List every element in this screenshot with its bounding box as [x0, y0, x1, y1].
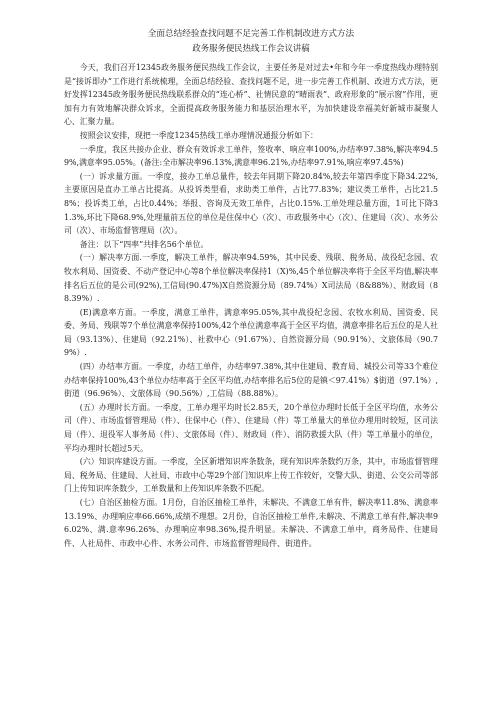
paragraph-volume: (一）诉求量方面。一季度，接办工单总量件，较去年同期下降20.84%,较去年第四季度下降34.22%,主要原因是直办工单占比提高。从投诉类型看，求助类工单件，占比77.83%；建议类工单件，占比21.58%；投诉类工单，占比0.44%；举报、咨询及无效工单件，占比0.15%.工单处理总量方面，1可比下降31.3%,环比下降68.9%,处理量前五位的单位是住保中心（次）、市政服务中心（次）、住建局（次）、水务公司（次）、市场监督管理局（次）。 — [64, 171, 438, 236]
paragraph-processing-time: (五）办理时长方面。一季度，工单办理平均时长2.85天，20个单位办理时长低于全区平均值，水务公司（件）、市场监督管理局（件）、住保中心（件）、住建局（件）等工单量大的单位办理用时较短，区司法局（件）、退役军人事务局（件）、文旅体局（件）、财政局（件）、消防救援大队（件）等工单量小的单位，平均办理时长超过5天。 — [64, 402, 438, 453]
document-subtitle: 政务服务便民热线工作会议讲稿 — [192, 43, 310, 53]
paragraph-completion-rate: (四）办结率方面。一季度，办结工单件，办结率97.38%,其中住建局、教育局、城投公司等33个难位办结率保持100%,43个单位办结率高于全区平均值,办结率排名后5位的是镇＜97.41%）$街道（97.1%）,街道（96.96%）、文旅体局（90.56%）,工信局（88.88%）。 — [64, 362, 438, 399]
paragraph-note: 备注：以下“四率”共排名56个单位。 — [79, 239, 209, 249]
paragraph-resolution-rate: (一）解决率方面.一季度，解决工单件，解决率94.59%，其中民委、残联、税务局、战役纪念园、农牧水利局、国资委、不动产登记中心等8个单位解决率保持1（X)%,45个单位解决率将于全区平均值,解决率排名后五位的是公司(92%),工信局(90.47%)X自然资源分局（89.74%）X司法局（8&88%）、财政局（88.39%）. — [64, 253, 438, 304]
paragraph-spot-check: (七）自治区抽检方面。1月份，自治区抽检工单件，未解决、不满意工单有件，解决率11.8%、满意率13.19%、办理响应率66.66%,成绩不理想。2月份，自治区抽检工单件,未解决、不满意工单有件,解决率96.02%、满.意率96.26%、办理响应率98.36%,提升明显。未解决、不满意工单中，商务局件、住建局件、人社局件、市政中心件、水务公司件、市场监督管理局件、街道件。 — [64, 498, 438, 548]
paragraph-knowledge-base: (六）知识库建设方面。一季度，全区新增知识库条数条，现有知识库条数约万条，其中，市场监督管理局、税务局、住建局、人社局、市政中心等29个部门知识库上传工作较好，交警大队、街道、公交公司等部门上传知识库条数少，工单数量和上传知识库条数不匹配。 — [64, 457, 438, 494]
document-title: 全面总结经验查找问题不足完善工作机制改进方式方法 — [147, 29, 355, 39]
paragraph-overview: 一季度，我区共接办企业、群众有效诉求工单件，签收率、响应率100%,办结率97.38%,解决率94.59%,满意率95.05%。(备注:全市解决率96.13%,满意率96.21%,办结率97.91%,响应率97.45%) — [64, 144, 438, 168]
paragraph-satisfaction-rate: (E)满意率方面。一季度，满意工单件，满意率95.05%,其中战役纪念园、农牧水利局、国资委、民委、务局、残联等7个单位满意率保持100%,42个单位满意率高于全区平均值，满意率排名后五位的是人社局（93.13%）、住建局（92.21%）、社救中心（91.67%）、自然资源分局（90.91%）、文旅体局（90.79%）. — [64, 307, 438, 358]
paragraph-intro: 今天，我们召开12345政务服务便民热线工作会议，主要任务是对过去•年和今年一季度热线办理特别是“接诉即办”工作进行系统梳理，全面总结经验、查找问题不足，进一步完善工作机制、改进方式方法，更好发挥12345政务服务便民热线联系群众的“连心桥”、社情民意的“晴雨表”、政府形象的“展示窗”作用，更加有力有效地解决群众诉求，全面提高政务服务能力和基层治理水平，为加快建设幸福美好新城市凝聚人心、汇聚力量。 — [64, 63, 438, 127]
paragraph-report-intro: 按照会议安排，现把一季度12345热线工单办理情况通报分析如下： — [79, 130, 318, 140]
document-body — [64, 61, 438, 550]
